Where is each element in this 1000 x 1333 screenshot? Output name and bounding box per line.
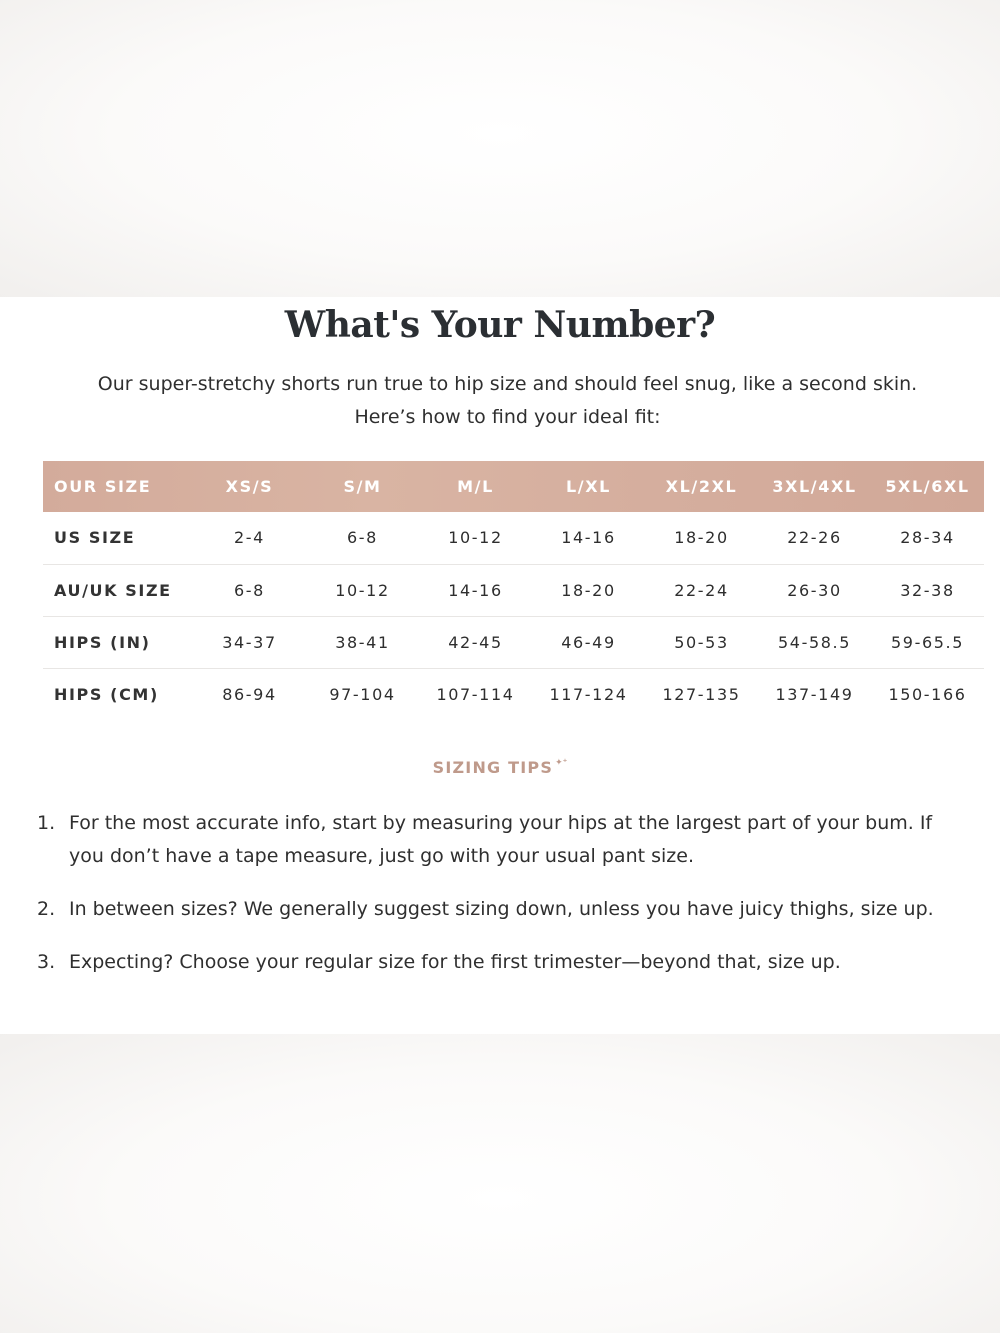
intro-line-2: Here’s how to find your ideal fit: [354,406,661,428]
tip-text: In between sizes? We generally suggest sizing down, unless you have juicy thighs, size up. [69,898,934,920]
size-chart-table [43,461,984,720]
list-item [37,946,967,979]
list-item [37,893,967,926]
table-cell: 18-20 [674,528,729,548]
table-cell: 42-45 [419,616,532,668]
table-cell: 10-12 [448,528,503,548]
table-cell: 14-16 [419,564,532,616]
table-cell: 22-26 [787,528,842,548]
table-cell: 50-53 [645,616,758,668]
table-cell: 26-30 [758,564,871,616]
table-cell: 22-24 [645,564,758,616]
table-cell: 6-8 [193,564,306,616]
header-cell: OUR SIZE [54,477,152,496]
tip-text: Expecting? Choose your regular size for the first trimester—beyond that, size up. [69,951,841,973]
table-cell: 14-16 [561,528,616,548]
table-header-row [43,461,984,512]
list-number: 3. [37,951,56,973]
table-cell: 97-104 [306,668,419,720]
intro-text [30,368,985,434]
table-cell: 2-4 [234,528,265,548]
table-cell: 54-58.5 [758,616,871,668]
table-cell: 32-38 [871,564,984,616]
list-number: 1. [37,812,56,834]
sizing-tips-list [37,807,967,999]
page-title: What's Your Number? [284,304,716,346]
header-cell: M/L [457,477,494,496]
table-cell: 10-12 [306,564,419,616]
row-label: AU/UK SIZE [43,564,193,616]
row-label: US SIZE [54,528,136,548]
header-cell: L/XL [566,477,611,496]
list-number: 2. [37,898,56,920]
table-cell: 150-166 [871,668,984,720]
table-row [43,512,984,564]
table-cell: 38-41 [306,616,419,668]
table-cell: 137-149 [758,668,871,720]
list-item [37,807,967,873]
table-cell: 6-8 [347,528,378,548]
sparkle-icon: ✦⁺ [555,758,568,768]
table-cell: 86-94 [193,668,306,720]
table-row [43,616,984,668]
table-row [43,668,984,720]
table-cell: 34-37 [193,616,306,668]
header-cell: XL/2XL [665,477,738,496]
row-label: HIPS (CM) [43,668,193,720]
header-cell: 5XL/6XL [885,477,970,496]
top-background [0,0,1000,297]
table-cell: 28-34 [900,528,955,548]
header-cell: S/M [343,477,382,496]
row-label: HIPS (IN) [43,616,193,668]
table-cell: 127-135 [645,668,758,720]
sizing-tips-heading [0,758,1000,777]
bottom-background [0,1034,1000,1333]
table-cell: 59-65.5 [871,616,984,668]
table-cell: 107-114 [419,668,532,720]
tip-text: For the most accurate info, start by measuring your hips at the largest part of your bum. If you don’t have a tape measure, just go with your usual pant size. [69,812,933,867]
table-row [43,564,984,616]
header-cell: 3XL/4XL [772,477,857,496]
table-cell: 117-124 [532,668,645,720]
sizing-tips-label: SIZING TIPS [432,758,554,777]
header-cell: XS/S [225,477,274,496]
intro-line-1: Our super-stretchy shorts run true to hip size and should feel snug, like a second skin. [97,373,918,395]
table-cell: 46-49 [532,616,645,668]
table-cell: 18-20 [532,564,645,616]
